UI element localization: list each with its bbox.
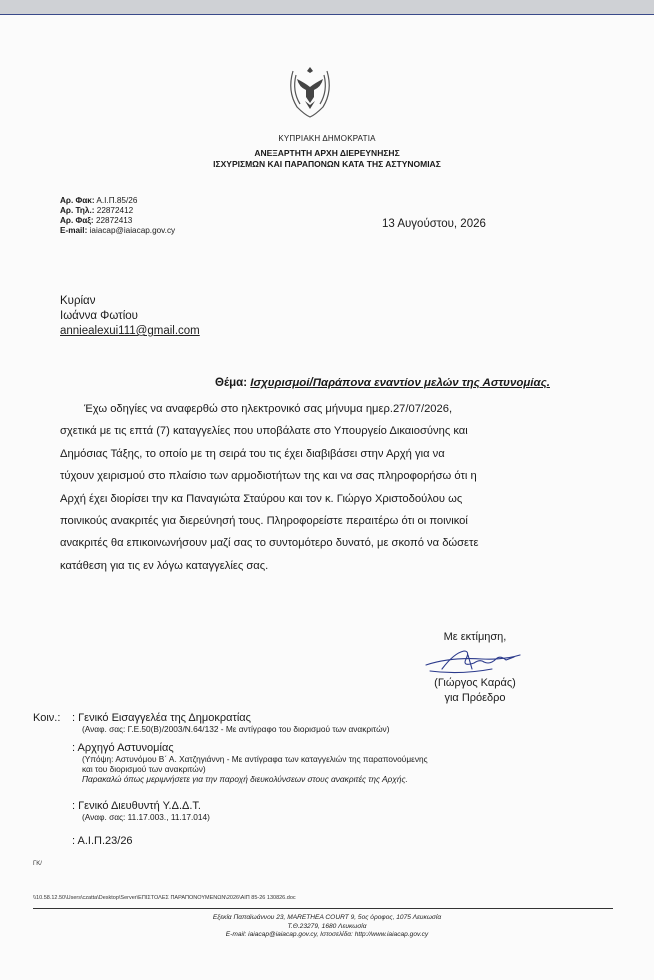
sender-email: iaiacap@iaiacap.gov.cy — [89, 226, 176, 235]
email-label: E-mail: — [60, 226, 88, 235]
cc-item-instruction: Παρακαλώ όπως μεριμνήσετε για την παροχή διευκολύνσεων στους ανακριτές της Αρχής. — [82, 774, 408, 784]
file-path: \\10.58.12.50\Users\czatta\Desktop\Server\ΕΠΙΣΤΟΛΕΣ ΠΑΡΑΠΟΝΟΥΜΕΝΩΝ\2026\ΑΙΠ 85-26 130826.doc — [33, 895, 296, 901]
letter-body — [60, 398, 580, 577]
cc-item: : Α.Ι.Π.23/26 — [72, 835, 133, 847]
cc-label: Κοιν.: — [33, 712, 61, 724]
signatory-name: (Γιώργος Καράς) — [434, 677, 516, 689]
footer-divider — [33, 908, 613, 909]
recipient-salutation: Κυρίαν — [60, 295, 96, 307]
cc-item-title: Α.Ι.Π.23/26 — [77, 835, 133, 847]
cc-item-note: και του διορισμού των ανακριτών) — [82, 764, 206, 774]
subject-label: Θέμα: — [215, 377, 248, 389]
authority-line-1: ΑΝΕΞΑΡΤΗΤΗ ΑΡΧΗ ΔΙΕΡΕΥΝΗΣΗΣ — [254, 148, 400, 158]
body-line: Δημόσιας Τάξης, το οποίο με τη σειρά του τις έχει διαβιβάσει στην Αρχή για να — [60, 447, 445, 460]
fax-label: Αρ. Φαξ: — [60, 216, 94, 225]
typist-initials: ΓΚ/ — [33, 861, 42, 867]
authority-line-2: ΙΣΧΥΡΙΣΜΩΝ ΚΑΙ ΠΑΡΑΠΟΝΩΝ ΚΑΤΑ ΤΗΣ ΑΣΤΥΝΟΜΙΑΣ — [213, 159, 441, 169]
footer-line-3: E-mail: iaiacap@iaiacap.gov.cy, Ιστοσελίδα: http://www.iaiacap.gov.cy — [225, 931, 429, 938]
body-line: Έχω οδηγίες να αναφερθώ στο ηλεκτρονικό σας μήνυμα ημερ.27/07/2026, — [84, 403, 453, 415]
cc-item: : Αρχηγό Αστυνομίας (Υπόψη: Αστυνόμου Β΄ Α. Χατζηγιάννη - Με αντίγραφα των καταγγελιών της παραπονούμενης και του διορισμού των ανακριτών) Παρακαλώ όπως μεριμνήσετε για την παροχή διευκολύνσεων στους ανακριτές της Αρχής. — [72, 742, 632, 784]
footer-address — [0, 914, 654, 940]
recipient-email-link[interactable]: anniealexui111@gmail.com — [60, 325, 200, 337]
handwritten-signature — [420, 645, 532, 677]
body-line: σχετικά με τις επτά (7) καταγγελίες που υποβάλατε στο Υπουργείο Δικαιοσύνης και — [60, 425, 468, 438]
cc-item: : Γενικό Εισαγγελέα της Δημοκρατίας (Αναφ. σας: Γ.Ε.50(Β)/2003/Ν.64/132 - Με αντίγραφο του διορισμού των ανακριτών) — [72, 712, 612, 734]
cc-item-note: (Υπόψη: Αστυνόμου Β΄ Α. Χατζηγιάννη - Με αντίγραφα των καταγγελιών της παραπονούμενης — [82, 754, 428, 764]
subject-text: Ισχυρισμοί/Παράπονα εναντίον μελών της Αστυνομίας. — [250, 377, 550, 389]
body-line: τύχουν χειρισμού στο πλαίσιο των αρμοδιοτήτων της και να σας πληροφορήσω ότι η — [60, 470, 477, 483]
body-line: κατάθεση για τις εν λόγω καταγγελίες σας. — [60, 559, 269, 572]
signatory-role: για Πρόεδρο — [444, 692, 506, 704]
recipient-name: Ιωάννα Φωτίου — [60, 310, 138, 322]
cyprus-coat-of-arms-icon — [283, 57, 337, 119]
reference-block — [60, 196, 175, 236]
signature-closing: Με εκτίμηση, — [443, 631, 507, 643]
body-line: ποινικούς ανακριτές για διερεύνησή τους. Πληροφορείστε περαιτέρω ότι οι ποινικοί — [60, 515, 468, 528]
tel-number: 22872412 — [96, 206, 134, 215]
subject-line — [215, 377, 550, 389]
cc-item-note: (Αναφ. σας: Γ.Ε.50(Β)/2003/Ν.64/132 - Με αντίγραφο του διορισμού των ανακριτών) — [82, 724, 390, 734]
cc-item-note: (Αναφ. σας: 11.17.003., 11.17.014) — [82, 812, 210, 822]
cc-item-title: Γενικό Εισαγγελέα της Δημοκρατίας — [78, 712, 251, 724]
fax-number: 22872413 — [95, 216, 133, 225]
footer-line-2: Τ.Θ.23279, 1680 Λευκωσία — [287, 922, 367, 930]
recipient-block — [60, 294, 200, 339]
cc-item-title: Γενικό Διευθυντή Υ.Δ.Δ.Τ. — [78, 800, 201, 812]
body-line: ανακριτές θα επικοινωνήσουν μαζί σας το συντομότερο δυνατό, με σκοπό να δώσετε — [60, 537, 479, 550]
file-number: Α.Ι.Π.85/26 — [96, 196, 138, 205]
republic-heading: ΚΥΠΡΙΑΚΗ ΔΗΜΟΚΡΑΤΙΑ — [278, 134, 376, 143]
footer-line-1: Εξεκία Παπαϊωάννου 23, MARETHEA COURT 9, 5ος όροφος, 1075 Λευκωσία — [212, 914, 442, 921]
letter-date: 13 Αυγούστου, 2026 — [382, 218, 486, 230]
cc-item-title: Αρχηγό Αστυνομίας — [77, 742, 174, 754]
tel-label: Αρ. Τηλ.: — [60, 206, 95, 215]
viewer-top-bar — [0, 0, 654, 15]
letter-page — [0, 15, 654, 980]
file-label: Αρ. Φακ: — [60, 196, 95, 205]
body-line: Αρχή έχει διορίσει την κα Παναγιώτα Σταύρου και τον κ. Γιώργο Χριστοδούλου ως — [60, 492, 463, 505]
cc-item: : Γενικό Διευθυντή Υ.Δ.Δ.Τ. (Αναφ. σας: 11.17.003., 11.17.014) — [72, 800, 612, 822]
